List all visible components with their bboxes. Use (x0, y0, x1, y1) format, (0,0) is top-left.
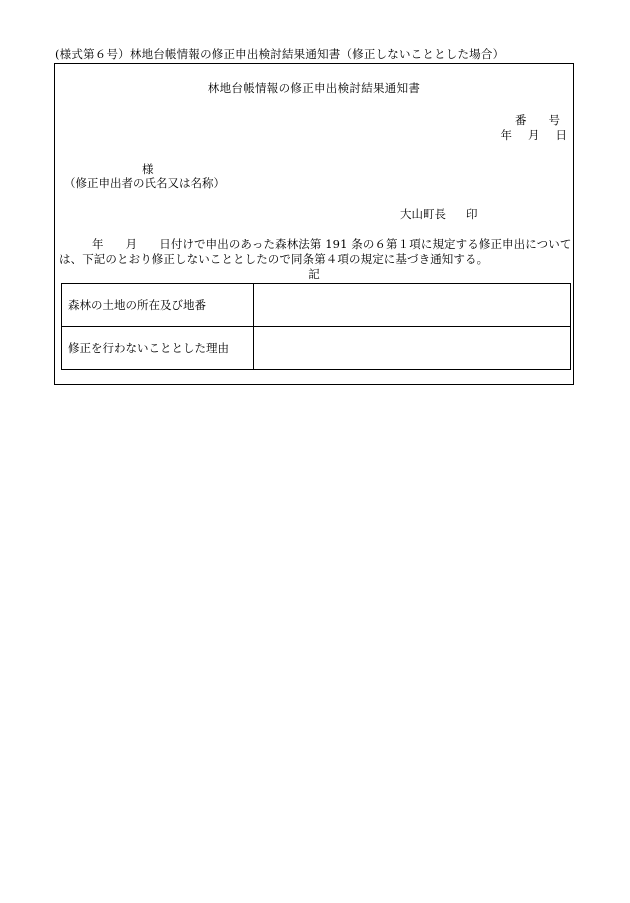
issuer-title: 大山町長 (400, 207, 446, 221)
applicant-name-label: （修正申出者の氏名又は名称） (64, 176, 225, 190)
date-month: 月 (528, 128, 540, 142)
table-row (62, 284, 571, 327)
issuer-line (400, 206, 478, 222)
date-year: 年 (500, 128, 512, 142)
date-day: 日 (555, 128, 567, 142)
body-year: 年 (92, 237, 104, 251)
number-suffix: 号 (548, 113, 560, 127)
issue-date-line (501, 127, 568, 143)
reason-label: 修正を行わないこととした理由 (62, 327, 254, 370)
detail-table (61, 283, 571, 370)
body-month: 月 (125, 237, 138, 251)
ki-heading: 記 (308, 267, 320, 281)
document-number-line (515, 112, 560, 128)
seal-mark: 印 (466, 207, 478, 221)
number-label: 番 (515, 113, 527, 127)
body-text: 日付けで申出のあった森林法第 191 条の６第１項に規定する修正申出については、下記のとおり修正しないこととしたので同条第４項の規定に基づき通知する。 (59, 237, 572, 266)
notice-body (59, 237, 573, 267)
reason-value (254, 327, 571, 370)
form-number-caption: (様式第６号）林地台帳情報の修正申出検討結果通知書（修正しないこととした場合） (55, 47, 505, 61)
land-location-label: 森林の土地の所在及び地番 (62, 284, 254, 327)
notice-frame (54, 63, 574, 385)
land-location-value (254, 284, 571, 327)
table-row (62, 327, 571, 370)
addressee-honorific: 様 (142, 162, 154, 176)
document-title: 林地台帳情報の修正申出検討結果通知書 (207, 81, 421, 95)
